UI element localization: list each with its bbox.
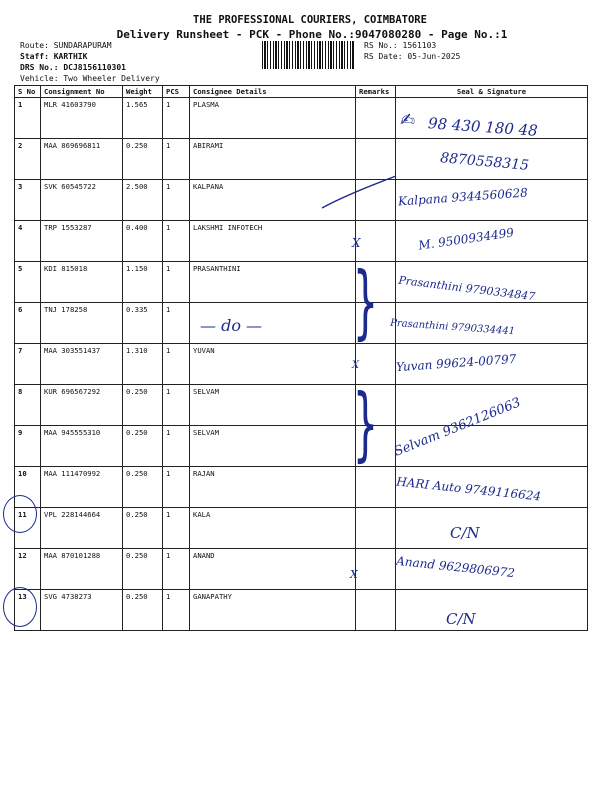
cell-consignment: SVK 60545722 [41,180,123,221]
cell-signature [396,590,588,631]
company-title: THE PROFESSIONAL COURIERS, COIMBATORE [193,14,427,26]
cell-consignment: SVG 4738273 [41,590,123,631]
cell-consignee: PLASMA [190,98,356,139]
cell-consignee: SELVAM [190,426,356,467]
cell-pcs: 1 [163,549,190,590]
cell-consignee: LAKSHMI INFOTECH [190,221,356,262]
table-row [15,426,588,467]
cell-pcs: 1 [163,262,190,303]
cell-consignment: MAA 303551437 [41,344,123,385]
cell-sno: 6 [15,303,41,344]
cell-consignee: YUVAN [190,344,356,385]
handwritten-cn: C/N [446,610,476,628]
table-row [15,303,588,344]
handwritten-signature: Yuvan 99624-00797 [395,351,517,375]
cell-pcs: 1 [163,98,190,139]
col-sno: S No [15,86,41,98]
cell-consignment: MAA 870101288 [41,549,123,590]
cell-weight: 1.310 [123,344,163,385]
runsheet-subtitle: Delivery Runsheet - PCK - Phone No.:9047080280 - Page No.:1 [116,28,508,41]
cell-consignment: TRP 1553287 [41,221,123,262]
cell-sno: 11 [15,508,41,549]
cell-pcs: 1 [163,139,190,180]
remark-mark: X [352,236,361,250]
cell-consignee: ABIRAMI [190,139,356,180]
cell-remarks [356,508,396,549]
table-row [15,590,588,631]
rs-number: RS No.: 1561103 [364,41,437,50]
handwritten-initial: ✍ [400,110,416,131]
handwritten-signature: M. 9500934499 [417,225,515,253]
cell-pcs: 1 [163,221,190,262]
cell-sno: 12 [15,549,41,590]
cell-consignment: MAA 869696811 [41,139,123,180]
cell-consignee: KALA [190,508,356,549]
col-weight: Weight [123,86,163,98]
col-pcs: PCS [163,86,190,98]
cell-consignment: MLR 41603790 [41,98,123,139]
cell-consignee: RAJAN [190,467,356,508]
header-left-info [20,40,160,84]
cell-consignee: ANAND [190,549,356,590]
cell-weight: 0.250 [123,385,163,426]
bracket-mark: } [352,377,379,470]
cell-remarks [356,590,396,631]
cell-weight: 2.500 [123,180,163,221]
col-consignee: Consignee Details [190,86,356,98]
row-circle-mark [3,495,37,533]
handwritten-cn: C/N [450,524,480,542]
cell-consignment: TNJ 178258 [41,303,123,344]
handwritten-signature: Kalpana 9344560628 [397,185,529,209]
cell-pcs: 1 [163,426,190,467]
cell-weight: 0.250 [123,549,163,590]
bracket-mark: } [352,255,379,348]
cell-weight: 0.250 [123,590,163,631]
handwritten-signature: Selvam 9362126063 [392,395,523,460]
cell-sno: 10 [15,467,41,508]
cell-signature [396,508,588,549]
cell-sno: 7 [15,344,41,385]
cell-sno: 1 [15,98,41,139]
handwritten-signature: 98 430 180 48 [427,114,539,140]
table-header-row [15,86,588,98]
cell-weight: 0.250 [123,426,163,467]
cell-weight: 0.250 [123,508,163,549]
cell-sno: 9 [15,426,41,467]
cell-consignment: MAA 945555310 [41,426,123,467]
staff-label: Staff: KARTHIK [20,52,88,61]
col-consignment: Consignment No [41,86,123,98]
cell-weight: 1.150 [123,262,163,303]
cell-remarks [356,467,396,508]
drs-label: DRS No.: DCJ8156110301 [20,63,126,72]
cell-sno: 8 [15,385,41,426]
barcode [262,41,354,69]
cell-sno: 13 [15,590,41,631]
handwritten-signature: Anand 9629806972 [395,553,516,581]
cell-consignee: SELVAM [190,385,356,426]
cell-sno: 2 [15,139,41,180]
cell-weight: 0.335 [123,303,163,344]
col-signature: Seal & Signature [396,86,588,98]
cell-pcs: 1 [163,590,190,631]
cell-weight: 1.565 [123,98,163,139]
cell-pcs: 1 [163,344,190,385]
cell-consignment: KDI 815018 [41,262,123,303]
cell-pcs: 1 [163,180,190,221]
cell-consignment: VPL 228144664 [41,508,123,549]
cell-pcs: 1 [163,303,190,344]
route-label: Route: SUNDARAPURAM [20,41,112,50]
handwritten-signature: Prasanthini 9790334847 [397,273,536,304]
col-remarks: Remarks [356,86,396,98]
cell-sno: 3 [15,180,41,221]
pen-stroke [320,172,400,212]
cell-remarks [356,549,396,590]
cell-consignment: KUR 696567292 [41,385,123,426]
cell-pcs: 1 [163,467,190,508]
cell-remarks [356,98,396,139]
cell-sno: 4 [15,221,41,262]
handwritten-signature: 8870558315 [439,150,530,174]
cell-consignment: MAA 111470992 [41,467,123,508]
cell-consignee: KALPANA [190,180,356,221]
cell-consignee: GANAPATHY [190,590,356,631]
cell-weight: 0.250 [123,467,163,508]
remark-mark: X [352,360,360,371]
row-circle-mark [3,587,37,627]
rs-date: RS Date: 05-Jun-2025 [364,52,461,61]
cell-pcs: 1 [163,385,190,426]
handwritten-signature: Prasanthini 9790334441 [389,317,516,338]
cell-weight: 0.400 [123,221,163,262]
remark-mark: X [350,568,358,581]
cell-pcs: 1 [163,508,190,549]
vehicle-label: Vehicle: Two Wheeler Delivery [20,74,160,83]
handwritten-signature: HARI Auto 9749116624 [395,474,542,504]
cell-consignee: PRASANTHINI [190,262,356,303]
cell-sno: 5 [15,262,41,303]
cell-weight: 0.250 [123,139,163,180]
header-right-info [364,40,460,62]
table-row [15,508,588,549]
handwritten-ditto: — do — [200,316,263,335]
